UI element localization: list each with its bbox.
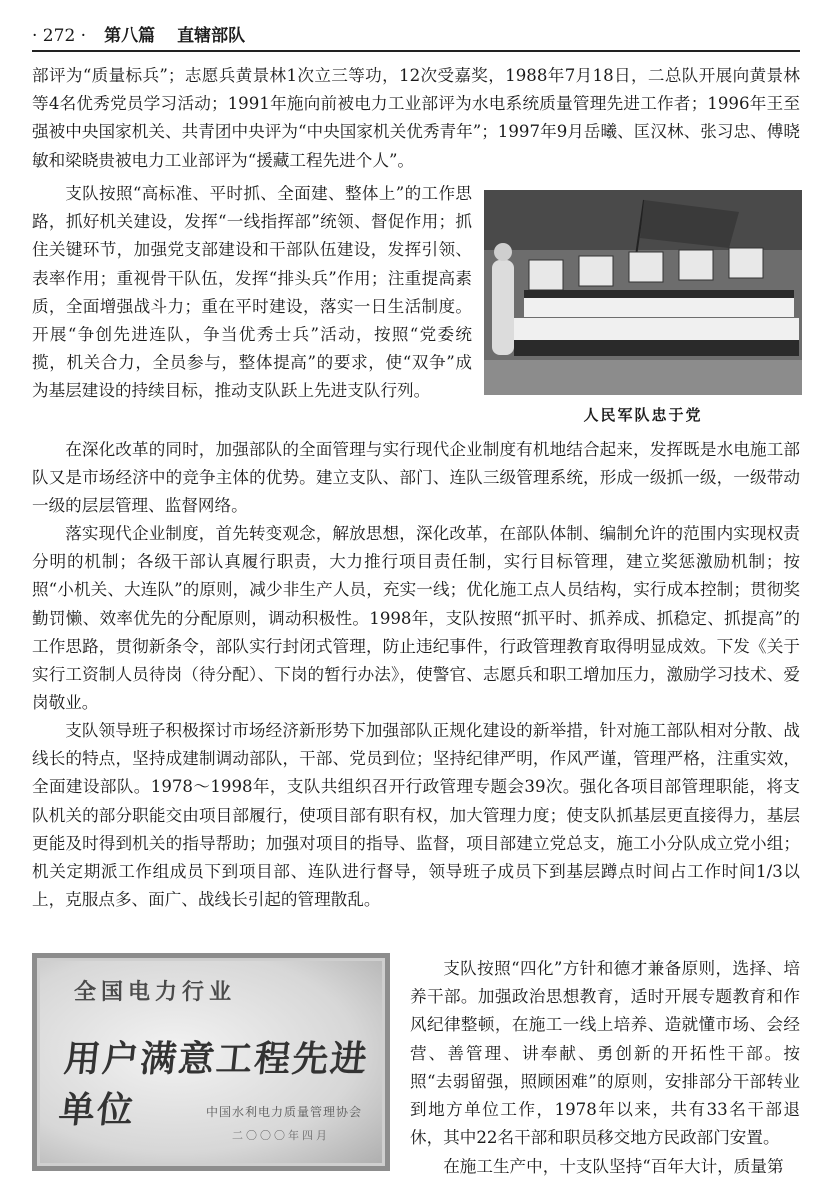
- plaque-line-award: 用户满意工程先进单位: [56, 1038, 371, 1131]
- page-number: · 272 ·: [32, 26, 87, 46]
- plaque-date: 二〇〇〇年四月: [232, 1129, 330, 1142]
- photo-choir-illustration: [484, 190, 802, 395]
- part-title: 第八篇: [104, 26, 156, 46]
- paragraph-quality-first: 在施工生产中，十支队坚持“百年大计，质量第: [443, 1157, 784, 1176]
- section-title: 直辖部队: [177, 26, 246, 46]
- paragraph-awards-continued: 部评为“质量标兵”；志愿兵黄景林1次立三等功，12次受嘉奖，1988年7月18日，二总队开展向黄景林等4名优秀党员学习活动；1991年施向前被电力工业部评为水电系统质量管理先进工作者；1996年王至强被中央国家机关、共青团中央评为“中央国家机关优秀青年”；1997年9月岳曦、匡汉林、张习忠、傅晓敏和梁晓贵被电力工业部评为“援藏工程先进个人”。: [32, 66, 800, 170]
- paragraph-modern-enterprise: 落实现代企业制度，首先转变观念，解放思想，深化改革，在部队体制、编制允许的范围内实现权责分明的机制；各级干部认真履行职责，大力推行项目责任制，实行目标管理，建立奖惩激励机制；按照“小机关、大连队”的原则，减少非生产人员，充实一线；优化施工点人员结构，实行成本控制；贯彻奖勤罚懒、效率优先的分配原则，调动积极性。1998年，支队按照“抓平时、抓养成、抓稳定、抓提高”的工作思路，贯彻新条令，部队实行封闭式管理，防止违纪事件，行政管理教育取得明显成效。下发《关于实行工资制人员待岗（待分配）、下岗的暂行办法》，使警官、志愿兵和职工增加压力，激励学习技术、爱岗敬业。: [32, 524, 800, 713]
- paragraph-reform-management: 在深化改革的同时，加强部队的全面管理与实行现代企业制度有机地结合起来，发挥既是水电施工部队又是市场经济中的竞争主体的优势。建立支队、部门、连队三级管理系统，形成一级抓一级，一级带动一级的层层管理、监督网络。: [32, 440, 800, 516]
- paragraph-leadership-measures: 支队领导班子积极探讨市场经济新形势下加强部队正规化建设的新举措，针对施工部队相对分散、战线长的特点，坚持成建制调动部队，干部、党员到位；坚持纪律严明，作风严谨，管理严格，注重实效，全面建设部队。1978～1998年，支队共组织召开行政管理专题会39次。强化各项目部管理职能，将支队机关的部分职能交由项目部履行，使项目部有职有权，加大管理力度；使支队抓基层更直接得力，基层更能及时得到机关的指导帮助；加强对项目的指导、监督，项目部建立党总支，施工小分队成立党小组；机关定期派工作组成员下到项目部、连队进行督导，领导班子成员下到基层蹲点时间占工作时间1/3以上，克服点多、面广、战线长引起的管理散乱。: [32, 721, 800, 910]
- plaque-line-industry: 全国电力行业: [74, 979, 237, 1005]
- award-plaque-image: [32, 953, 390, 1171]
- photo-caption: 人民军队忠于党: [583, 406, 703, 424]
- paragraph-cadre-training: 支队按照“四化”方针和德才兼备原则，选择、培养干部。加强政治思想教育，适时开展专题教育和作风纪律整顿，在施工一线上培养、造就懂市场、会经营、善管理、讲奉献、勇创新的开拓性干部。按照“去弱留强，照顾困难”的原则，安排部分干部转业到地方单位工作，1978年以来，共有33名干部退休，其中22名干部和职员移交地方民政部门安置。: [410, 959, 800, 1148]
- page-header: [32, 18, 800, 52]
- plaque-issuer: 中国水利电力质量管理协会: [205, 1105, 362, 1119]
- paragraph-work-approach: 支队按照“高标准、平时抓、全面建、整体上”的工作思路，抓好机关建设，发挥“一线指挥部”统领、督促作用；抓住关键环节，加强党支部建设和干部队伍建设，发挥引领、表率作用；重视骨干队伍，发挥“排头兵”作用；注重提高素质，全面增强战斗力；重在平时建设，落实一日生活制度。开展“争创先进连队，争当优秀士兵”活动，按照“党委统揽，机关合力，全员参与，整体提高”的要求，使“双争”成为基层建设的持续目标，推动支队跃上先进支队行列。: [32, 184, 472, 401]
- photo-choir: [484, 190, 802, 395]
